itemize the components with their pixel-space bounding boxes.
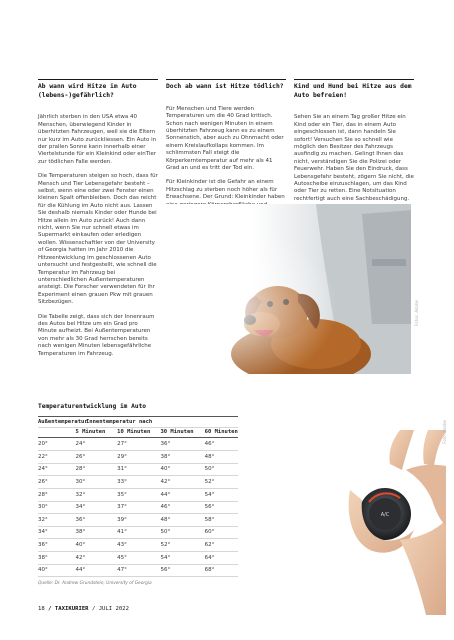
inner-temp-header: Innentemperatur nach bbox=[86, 418, 153, 425]
inner-temp-cell: 35° bbox=[117, 491, 127, 498]
table-row bbox=[38, 489, 238, 501]
column-2-heading: Doch ab wann ist Hitze tödlich? bbox=[166, 83, 284, 91]
minutes-header: 5 Minuten bbox=[75, 429, 106, 436]
inner-temp-cell: 56° bbox=[204, 504, 215, 511]
column-1-paragraph: Jährlich sterben in den USA etwa 40 Menschen, überwiegend Kinder in überhitzten Fahrzeugen, weil sie die Eltern nur kurz im Auto zurückliessen. Ein Auto in der prallen Sonne kann innerhalb einer Viertelstunde für ein Kleinkind oder einTier zur tödlichen Falle werden. bbox=[38, 114, 157, 165]
outer-temp-cell: 26° bbox=[38, 478, 48, 485]
inner-temp-cell: 29° bbox=[117, 453, 127, 460]
ac-label: A/C bbox=[380, 512, 390, 518]
column-1-heading: Ab wann wird Hitze im Auto (lebens-)gefährlich? bbox=[38, 83, 137, 99]
outer-temp-header: Außentemperatur bbox=[38, 418, 88, 425]
column-3-paragraph: Sehen Sie an einem Tag großer Hitze ein Kind oder ein Tier, das in einem Auto eingeschlossen ist, dann handeln Sie sofort! Versuchen Sie so schnell wie möglich den Besitzer des Fahrzeugs ausfindig zu machen. Gelingt Ihnen das nicht, verständigen Sie die Polizei oder Feuerwehr. Haben Sie den Eindruck, dass Lebensgefahr besteht, zögern Sie nicht, die Autoscheibe einzuschlagen, um das Kind oder Tier zu retten. Eine Notsituation rechtfertigt auch eine Sachbeschädigung. bbox=[294, 114, 414, 202]
table-source: Quelle: Dr. Andrew Grundstein, University of Georgia bbox=[38, 580, 152, 586]
column-rule bbox=[294, 79, 414, 80]
inner-temp-cell: 40° bbox=[160, 466, 171, 473]
column-2-paragraph: Für Kleinkinder ist die Gefahr an einem Hitzschlag zu sterben noch höher als für Erwachsene. Der Grund: Kleinkinder haben bbox=[166, 179, 285, 201]
hand-ac-illustration bbox=[340, 430, 446, 615]
outer-temp-cell: 28° bbox=[38, 491, 48, 498]
table-row bbox=[38, 451, 238, 463]
table-rule bbox=[38, 576, 238, 577]
inner-temp-cell: 39° bbox=[117, 516, 127, 523]
outer-temp-cell: 36° bbox=[38, 541, 48, 548]
dog-in-car-photo bbox=[166, 204, 411, 374]
inner-temp-cell: 48° bbox=[204, 453, 215, 460]
inner-temp-cell: 42° bbox=[75, 554, 86, 561]
page-number: 18 bbox=[38, 606, 45, 612]
table-body bbox=[38, 438, 238, 577]
inner-temp-cell: 37° bbox=[117, 504, 127, 511]
minutes-header: 30 Minuten bbox=[160, 429, 194, 436]
inner-temp-cell: 44° bbox=[75, 567, 86, 574]
table-row bbox=[38, 564, 238, 576]
hand-ac-button-photo bbox=[340, 430, 446, 615]
photo-credit-2: Foto: Adobe bbox=[442, 420, 447, 444]
inner-temp-cell: 68° bbox=[204, 567, 215, 574]
inner-temp-cell: 52° bbox=[204, 478, 215, 485]
inner-temp-cell: 48° bbox=[160, 516, 171, 523]
inner-temp-cell: 50° bbox=[160, 529, 171, 536]
inner-temp-cell: 46° bbox=[160, 504, 171, 511]
inner-temp-cell: 36° bbox=[160, 441, 171, 448]
outer-temp-cell: 22° bbox=[38, 453, 48, 460]
inner-temp-cell: 52° bbox=[160, 541, 171, 548]
inner-temp-cell: 42° bbox=[160, 478, 171, 485]
table-row bbox=[38, 552, 238, 564]
table-row bbox=[38, 463, 238, 475]
minutes-header: 10 Minuten bbox=[117, 429, 151, 436]
outer-temp-cell: 32° bbox=[38, 516, 48, 523]
inner-temp-cell: 60° bbox=[204, 529, 215, 536]
table-row bbox=[38, 539, 238, 551]
column-1-paragraph: Die Tabelle zeigt, dass sich der Innenraum des Autos bei Hitze um ein Grad pro Minute aufheizt. Bei Außentemperaturen von mehr als 30 Grad herrschen bereits nach wenigen Minuten lebensgefährliche Temperaturen im Fahrzeug. bbox=[38, 313, 155, 357]
table-row bbox=[38, 501, 238, 513]
outer-temp-cell: 30° bbox=[38, 504, 48, 511]
inner-temp-cell: 32° bbox=[75, 491, 86, 498]
table-header-row bbox=[38, 417, 238, 427]
inner-temp-cell: 40° bbox=[75, 541, 86, 548]
inner-temp-cell: 38° bbox=[160, 453, 171, 460]
inner-temp-cell: 62° bbox=[204, 541, 215, 548]
column-3 bbox=[294, 79, 414, 210]
minutes-header: 60 Minuten bbox=[204, 429, 238, 436]
inner-temp-cell: 44° bbox=[160, 491, 171, 498]
inner-temp-cell: 45° bbox=[117, 554, 127, 561]
inner-temp-cell: 30° bbox=[75, 478, 86, 485]
inner-temp-cell: 27° bbox=[117, 441, 127, 448]
inner-temp-cell: 46° bbox=[204, 441, 215, 448]
magazine-name: TAXIKURIER bbox=[54, 606, 89, 612]
outer-temp-cell: 38° bbox=[38, 554, 48, 561]
inner-temp-cell: 38° bbox=[75, 529, 86, 536]
column-rule bbox=[166, 79, 286, 80]
page-footer: 18 / TAXIKURIER / JULI 2022 bbox=[38, 606, 129, 612]
column-1-paragraph: Die Temperaturen steigen so hoch, dass für Mensch und Tier Lebensgefahr besteht – selbst, wenn eine oder zwei Fenster einen kleinen Spalt offenbleiben. Doch das reicht für die Kühlung im Auto nicht aus. Lassen Sie deshalb niemals Kinder oder Hunde bei Hitze allein im Auto zurück! Auch dann nicht, wenn Sie nur schnell etwas im Supermarkt einkaufen oder erledigen wollen. Wissenschaftler von der University of Georgia hatten im Jahr 2010 die Hitzeentwicklung im geschlossenen Auto untersucht und festgestellt, wie schnell die Temperatur im Fahrzeug bei unterschiedlichen Außentemperaturen ansteigt. Die Forscher verwendeten für ihr Experiment einen grauen Pkw mit grauen Sitzbezügen. bbox=[38, 173, 158, 306]
column-3-heading: Kind und Hund bei Hitze aus dem Auto befreien! bbox=[294, 83, 412, 99]
outer-temp-cell: 34° bbox=[38, 529, 48, 536]
inner-temp-cell: 33° bbox=[117, 478, 127, 485]
inner-temp-cell: 24° bbox=[75, 441, 86, 448]
table-row bbox=[38, 438, 238, 450]
inner-temp-cell: 54° bbox=[160, 554, 171, 561]
inner-temp-cell: 43° bbox=[117, 541, 127, 548]
outer-temp-cell: 40° bbox=[38, 567, 48, 574]
inner-temp-cell: 47° bbox=[117, 567, 127, 574]
issue-date: JULI 2022 bbox=[98, 606, 129, 612]
photo-credit: Fotos: Adobe bbox=[414, 300, 419, 326]
inner-temp-cell: 64° bbox=[204, 554, 215, 561]
inner-temp-cell: 31° bbox=[117, 466, 127, 473]
inner-temp-cell: 28° bbox=[75, 466, 86, 473]
outer-temp-cell: 24° bbox=[38, 466, 48, 473]
table-title: Temperaturentwicklung im Auto bbox=[38, 403, 147, 410]
inner-temp-cell: 34° bbox=[75, 504, 86, 511]
inner-temp-cell: 58° bbox=[204, 516, 215, 523]
inner-temp-cell: 50° bbox=[204, 466, 215, 473]
temperature-table bbox=[38, 403, 238, 586]
outer-temp-cell: 20° bbox=[38, 441, 48, 448]
table-row bbox=[38, 476, 238, 488]
inner-temp-cell: 36° bbox=[75, 516, 86, 523]
inner-temp-cell: 56° bbox=[160, 567, 171, 574]
table-row bbox=[38, 514, 238, 526]
dog-in-car-illustration bbox=[166, 204, 411, 374]
column-2-paragraph: Für Menschen und Tiere werden Temperaturen um die 40 Grad kritisch. Schon nach wenigen Minuten in einem überhitzten Fahrzeug kann es zu einem Sonnenstich, aber auch zu Ohnmacht oder einem Kreislaufkollaps kommen. Im schlimmsten Fall steigt die Körperkerntemperatur auf mehr als 41 Grad an und es tritt der Tod ein. bbox=[166, 105, 284, 172]
inner-temp-cell: 54° bbox=[204, 491, 215, 498]
column-rule bbox=[38, 79, 158, 80]
inner-temp-cell: 41° bbox=[117, 529, 127, 536]
column-1 bbox=[38, 79, 158, 365]
inner-temp-cell: 26° bbox=[75, 453, 86, 460]
table-row bbox=[38, 526, 238, 538]
table-minutes-row bbox=[38, 427, 238, 437]
